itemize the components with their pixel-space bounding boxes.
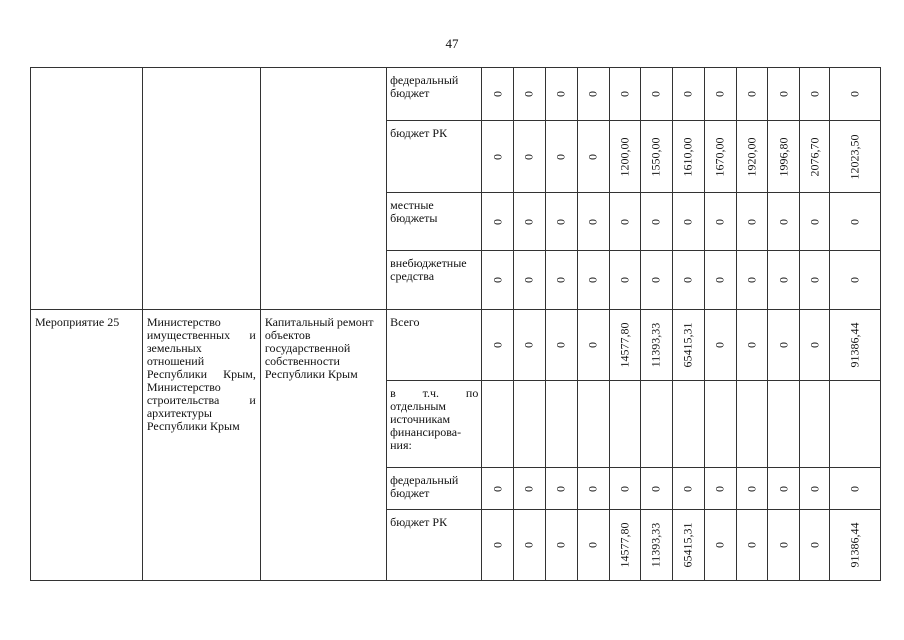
value-text: 0 <box>490 277 505 283</box>
value-cell <box>830 510 881 581</box>
value-text: 91386,44 <box>847 522 862 568</box>
funding-source-cell: федеральный бюджет <box>387 468 482 510</box>
value-text: 0 <box>617 218 632 225</box>
funding-source-cell: местные бюджеты <box>387 193 482 251</box>
description-text: Капитальный ремонт объектов государственной собственности Республики Крым <box>264 315 374 381</box>
value-text: 0 <box>712 218 727 225</box>
value-cell <box>609 310 640 381</box>
value-cell <box>640 251 672 310</box>
value-text: 0 <box>712 91 727 97</box>
value-text: 1610,00 <box>680 137 695 176</box>
value-text: 65415,31 <box>680 522 695 568</box>
value-cell <box>640 468 672 510</box>
value-cell <box>672 121 704 193</box>
value-cell <box>704 468 736 510</box>
value-cell <box>672 510 704 581</box>
value-text: 0 <box>617 277 632 283</box>
value-cell <box>672 381 704 468</box>
value-cell <box>545 121 577 193</box>
description-cell <box>260 310 386 581</box>
budget-table <box>30 67 881 581</box>
value-cell <box>800 310 830 381</box>
value-text: 11393,33 <box>648 522 663 568</box>
value-cell <box>800 381 830 468</box>
executor-cell <box>142 310 260 581</box>
value-text: 0 <box>744 542 759 548</box>
value-text: 0 <box>712 485 727 492</box>
empty-event-cell <box>31 68 143 310</box>
value-cell <box>577 193 609 251</box>
value-cell <box>704 310 736 381</box>
value-cell <box>482 381 514 468</box>
value-text: 1670,00 <box>712 137 727 176</box>
value-text: 0 <box>712 342 727 348</box>
value-text: 0 <box>490 153 505 160</box>
value-cell <box>737 381 768 468</box>
value-text: 1996,80 <box>776 137 791 176</box>
value-cell <box>830 381 881 468</box>
value-text: 0 <box>776 542 791 548</box>
value-text: 0 <box>807 218 822 225</box>
value-cell <box>640 121 672 193</box>
value-text: 0 <box>521 342 536 348</box>
value-cell <box>830 251 881 310</box>
value-cell <box>640 193 672 251</box>
funding-source-cell: бюджет РК <box>387 121 482 193</box>
page-number: 47 <box>445 36 459 51</box>
value-cell <box>672 468 704 510</box>
value-text: 12023,50 <box>847 134 862 179</box>
value-cell <box>768 310 800 381</box>
value-text: 0 <box>807 342 822 348</box>
value-cell <box>640 68 672 121</box>
value-cell <box>482 121 514 193</box>
value-text: 0 <box>648 277 663 283</box>
value-cell <box>800 68 830 121</box>
value-cell <box>672 310 704 381</box>
value-text: 0 <box>680 277 695 283</box>
value-cell <box>609 381 640 468</box>
value-text: 0 <box>744 218 759 225</box>
value-text: 0 <box>585 342 600 348</box>
value-cell <box>640 381 672 468</box>
value-text: 0 <box>521 218 536 225</box>
value-cell <box>704 193 736 251</box>
value-text: 0 <box>807 277 822 283</box>
value-cell <box>830 193 881 251</box>
value-cell <box>577 381 609 468</box>
value-cell <box>737 468 768 510</box>
value-cell <box>482 68 514 121</box>
value-text: 11393,33 <box>648 322 663 368</box>
value-cell <box>577 510 609 581</box>
value-text: 0 <box>680 218 695 225</box>
funding-source-cell: внебюджетные средства <box>387 251 482 310</box>
value-cell <box>830 121 881 193</box>
value-text: 0 <box>585 485 600 492</box>
value-cell <box>609 251 640 310</box>
funding-source-cell: Всего <box>387 310 482 381</box>
value-cell <box>482 251 514 310</box>
value-text: 0 <box>847 277 862 283</box>
value-text: 0 <box>744 91 759 97</box>
value-text: 0 <box>744 277 759 283</box>
value-cell <box>800 121 830 193</box>
value-cell <box>737 510 768 581</box>
value-cell <box>768 251 800 310</box>
value-text: 0 <box>807 91 822 97</box>
value-cell <box>609 468 640 510</box>
value-cell <box>704 251 736 310</box>
value-cell <box>640 310 672 381</box>
funding-source-cell: бюджет РК <box>387 510 482 581</box>
value-cell <box>737 310 768 381</box>
value-cell <box>830 468 881 510</box>
value-cell <box>830 68 881 121</box>
value-text: 0 <box>617 91 632 97</box>
value-text: 0 <box>553 342 568 348</box>
value-text: 0 <box>776 277 791 283</box>
value-cell <box>514 468 545 510</box>
value-text: 0 <box>521 153 536 160</box>
value-cell <box>768 510 800 581</box>
value-cell <box>514 251 545 310</box>
value-text: 0 <box>553 91 568 97</box>
empty-executor-cell <box>142 68 260 310</box>
value-text: 0 <box>521 91 536 97</box>
value-cell <box>800 510 830 581</box>
value-cell <box>609 193 640 251</box>
value-text: 0 <box>553 153 568 160</box>
value-cell <box>800 468 830 510</box>
value-cell <box>800 251 830 310</box>
value-text: 0 <box>847 218 862 225</box>
table-row <box>31 310 881 381</box>
value-text: 1920,00 <box>744 137 759 176</box>
value-text: 0 <box>776 485 791 492</box>
value-cell <box>768 381 800 468</box>
value-text: 14577,80 <box>617 322 632 368</box>
value-text: 0 <box>553 485 568 492</box>
value-text: 0 <box>680 91 695 97</box>
value-cell <box>514 121 545 193</box>
value-text: 0 <box>521 277 536 283</box>
value-cell <box>545 68 577 121</box>
value-cell <box>482 193 514 251</box>
value-cell <box>514 310 545 381</box>
value-cell <box>737 121 768 193</box>
value-cell <box>545 468 577 510</box>
empty-description-cell <box>260 68 386 310</box>
value-text: 0 <box>680 485 695 492</box>
value-cell <box>545 310 577 381</box>
value-cell <box>482 310 514 381</box>
value-cell <box>514 510 545 581</box>
value-text: 0 <box>585 153 600 160</box>
value-cell <box>577 68 609 121</box>
value-cell <box>830 310 881 381</box>
value-cell <box>737 251 768 310</box>
value-cell <box>800 193 830 251</box>
value-text: 0 <box>712 277 727 283</box>
event-name-cell <box>31 310 143 581</box>
table-row <box>31 68 881 121</box>
value-text: 0 <box>807 542 822 548</box>
value-text: 0 <box>585 542 600 548</box>
value-cell <box>482 468 514 510</box>
value-cell <box>577 468 609 510</box>
value-cell <box>514 381 545 468</box>
value-cell <box>609 121 640 193</box>
value-text: 0 <box>847 91 862 97</box>
value-text: 0 <box>585 218 600 225</box>
value-text: 0 <box>585 277 600 283</box>
value-cell <box>672 68 704 121</box>
funding-source-cell: в т.ч. по отдельным источникам финансирова-ния: <box>387 381 482 468</box>
value-cell <box>609 68 640 121</box>
value-text: 0 <box>744 342 759 348</box>
value-text: 0 <box>776 91 791 97</box>
value-text: 0 <box>617 485 632 492</box>
value-cell <box>514 193 545 251</box>
value-cell <box>545 510 577 581</box>
value-cell <box>768 68 800 121</box>
value-cell <box>545 381 577 468</box>
value-cell <box>704 121 736 193</box>
value-cell <box>545 193 577 251</box>
value-text: 0 <box>490 542 505 548</box>
value-cell <box>768 468 800 510</box>
value-text: 0 <box>490 342 505 348</box>
value-cell <box>672 251 704 310</box>
executor-text: Министерство имущественных и земельных отношений Республики Крым, Министерство строительства и архитектуры Республики Крым <box>146 315 256 433</box>
value-text: 0 <box>776 342 791 348</box>
value-cell <box>640 510 672 581</box>
value-text: 0 <box>490 485 505 492</box>
value-cell <box>545 251 577 310</box>
value-text: 0 <box>553 218 568 225</box>
value-cell <box>482 510 514 581</box>
value-text: 0 <box>490 91 505 97</box>
value-text: 0 <box>744 485 759 492</box>
value-text: 1550,00 <box>648 137 663 176</box>
value-text: 0 <box>585 91 600 97</box>
value-text: 0 <box>847 485 862 492</box>
value-cell <box>514 68 545 121</box>
value-text: 0 <box>648 91 663 97</box>
value-text: 0 <box>553 277 568 283</box>
value-text: 0 <box>490 218 505 225</box>
value-cell <box>577 251 609 310</box>
value-text: 0 <box>521 542 536 548</box>
value-text: 0 <box>807 485 822 492</box>
table-body <box>31 68 881 581</box>
value-text: 0 <box>712 542 727 548</box>
value-cell <box>768 121 800 193</box>
value-cell <box>768 193 800 251</box>
event-name: Мероприятие 25 <box>35 315 120 329</box>
value-cell <box>737 68 768 121</box>
value-text: 2076,70 <box>807 137 822 176</box>
funding-source-cell: федеральный бюджет <box>387 68 482 121</box>
value-text: 0 <box>553 542 568 548</box>
value-text: 0 <box>521 485 536 492</box>
value-cell <box>737 193 768 251</box>
value-cell <box>704 381 736 468</box>
value-cell <box>609 510 640 581</box>
value-text: 0 <box>776 218 791 225</box>
value-cell <box>577 310 609 381</box>
value-text: 0 <box>648 218 663 225</box>
value-text: 14577,80 <box>617 522 632 568</box>
value-text: 65415,31 <box>680 322 695 368</box>
value-text: 0 <box>648 485 663 492</box>
value-cell <box>704 510 736 581</box>
value-cell <box>672 193 704 251</box>
value-text: 1200,00 <box>617 137 632 176</box>
value-cell <box>577 121 609 193</box>
value-cell <box>704 68 736 121</box>
value-text: 91386,44 <box>847 322 862 368</box>
